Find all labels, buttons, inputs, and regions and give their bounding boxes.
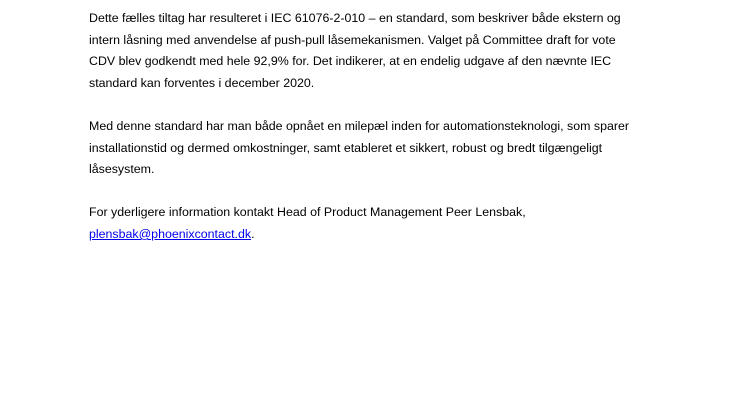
text-line: låsesystem. — [89, 162, 155, 177]
text-line: standard kan forventes i december 2020. — [89, 75, 315, 90]
text-line: Dette fælles tiltag har resulteret i IEC 61076-2-010 – en standard, som beskriver både ekstern og — [89, 11, 621, 25]
text-line: CDV blev godkendt med hele 92,9% for. Det indikerer, at en endelig udgave af den nævnte IEC — [89, 54, 612, 69]
email-trailing-punctuation: . — [251, 226, 255, 241]
paragraph-contact — [89, 202, 689, 245]
contact-email-line — [89, 224, 689, 246]
text-line: intern låsning med anvendelse af push-pull låsemekanismen. Valget på Committee draft for vote — [89, 32, 616, 47]
contact-text: For yderligere information kontakt Head of Product Management Peer Lensbak, — [89, 205, 526, 220]
text-line: Med denne standard har man både opnået en milepæl inden for automationsteknologi, som sparer — [89, 118, 630, 133]
paragraph-standard — [89, 8, 689, 94]
paragraph-milestone — [89, 116, 689, 181]
document-body — [89, 8, 689, 246]
email-link[interactable]: plensbak@phoenixcontact.dk — [89, 226, 252, 241]
text-line: installationstid og dermed omkostninger, samt etableret et sikkert, robust og bredt tilgængeligt — [89, 140, 603, 155]
